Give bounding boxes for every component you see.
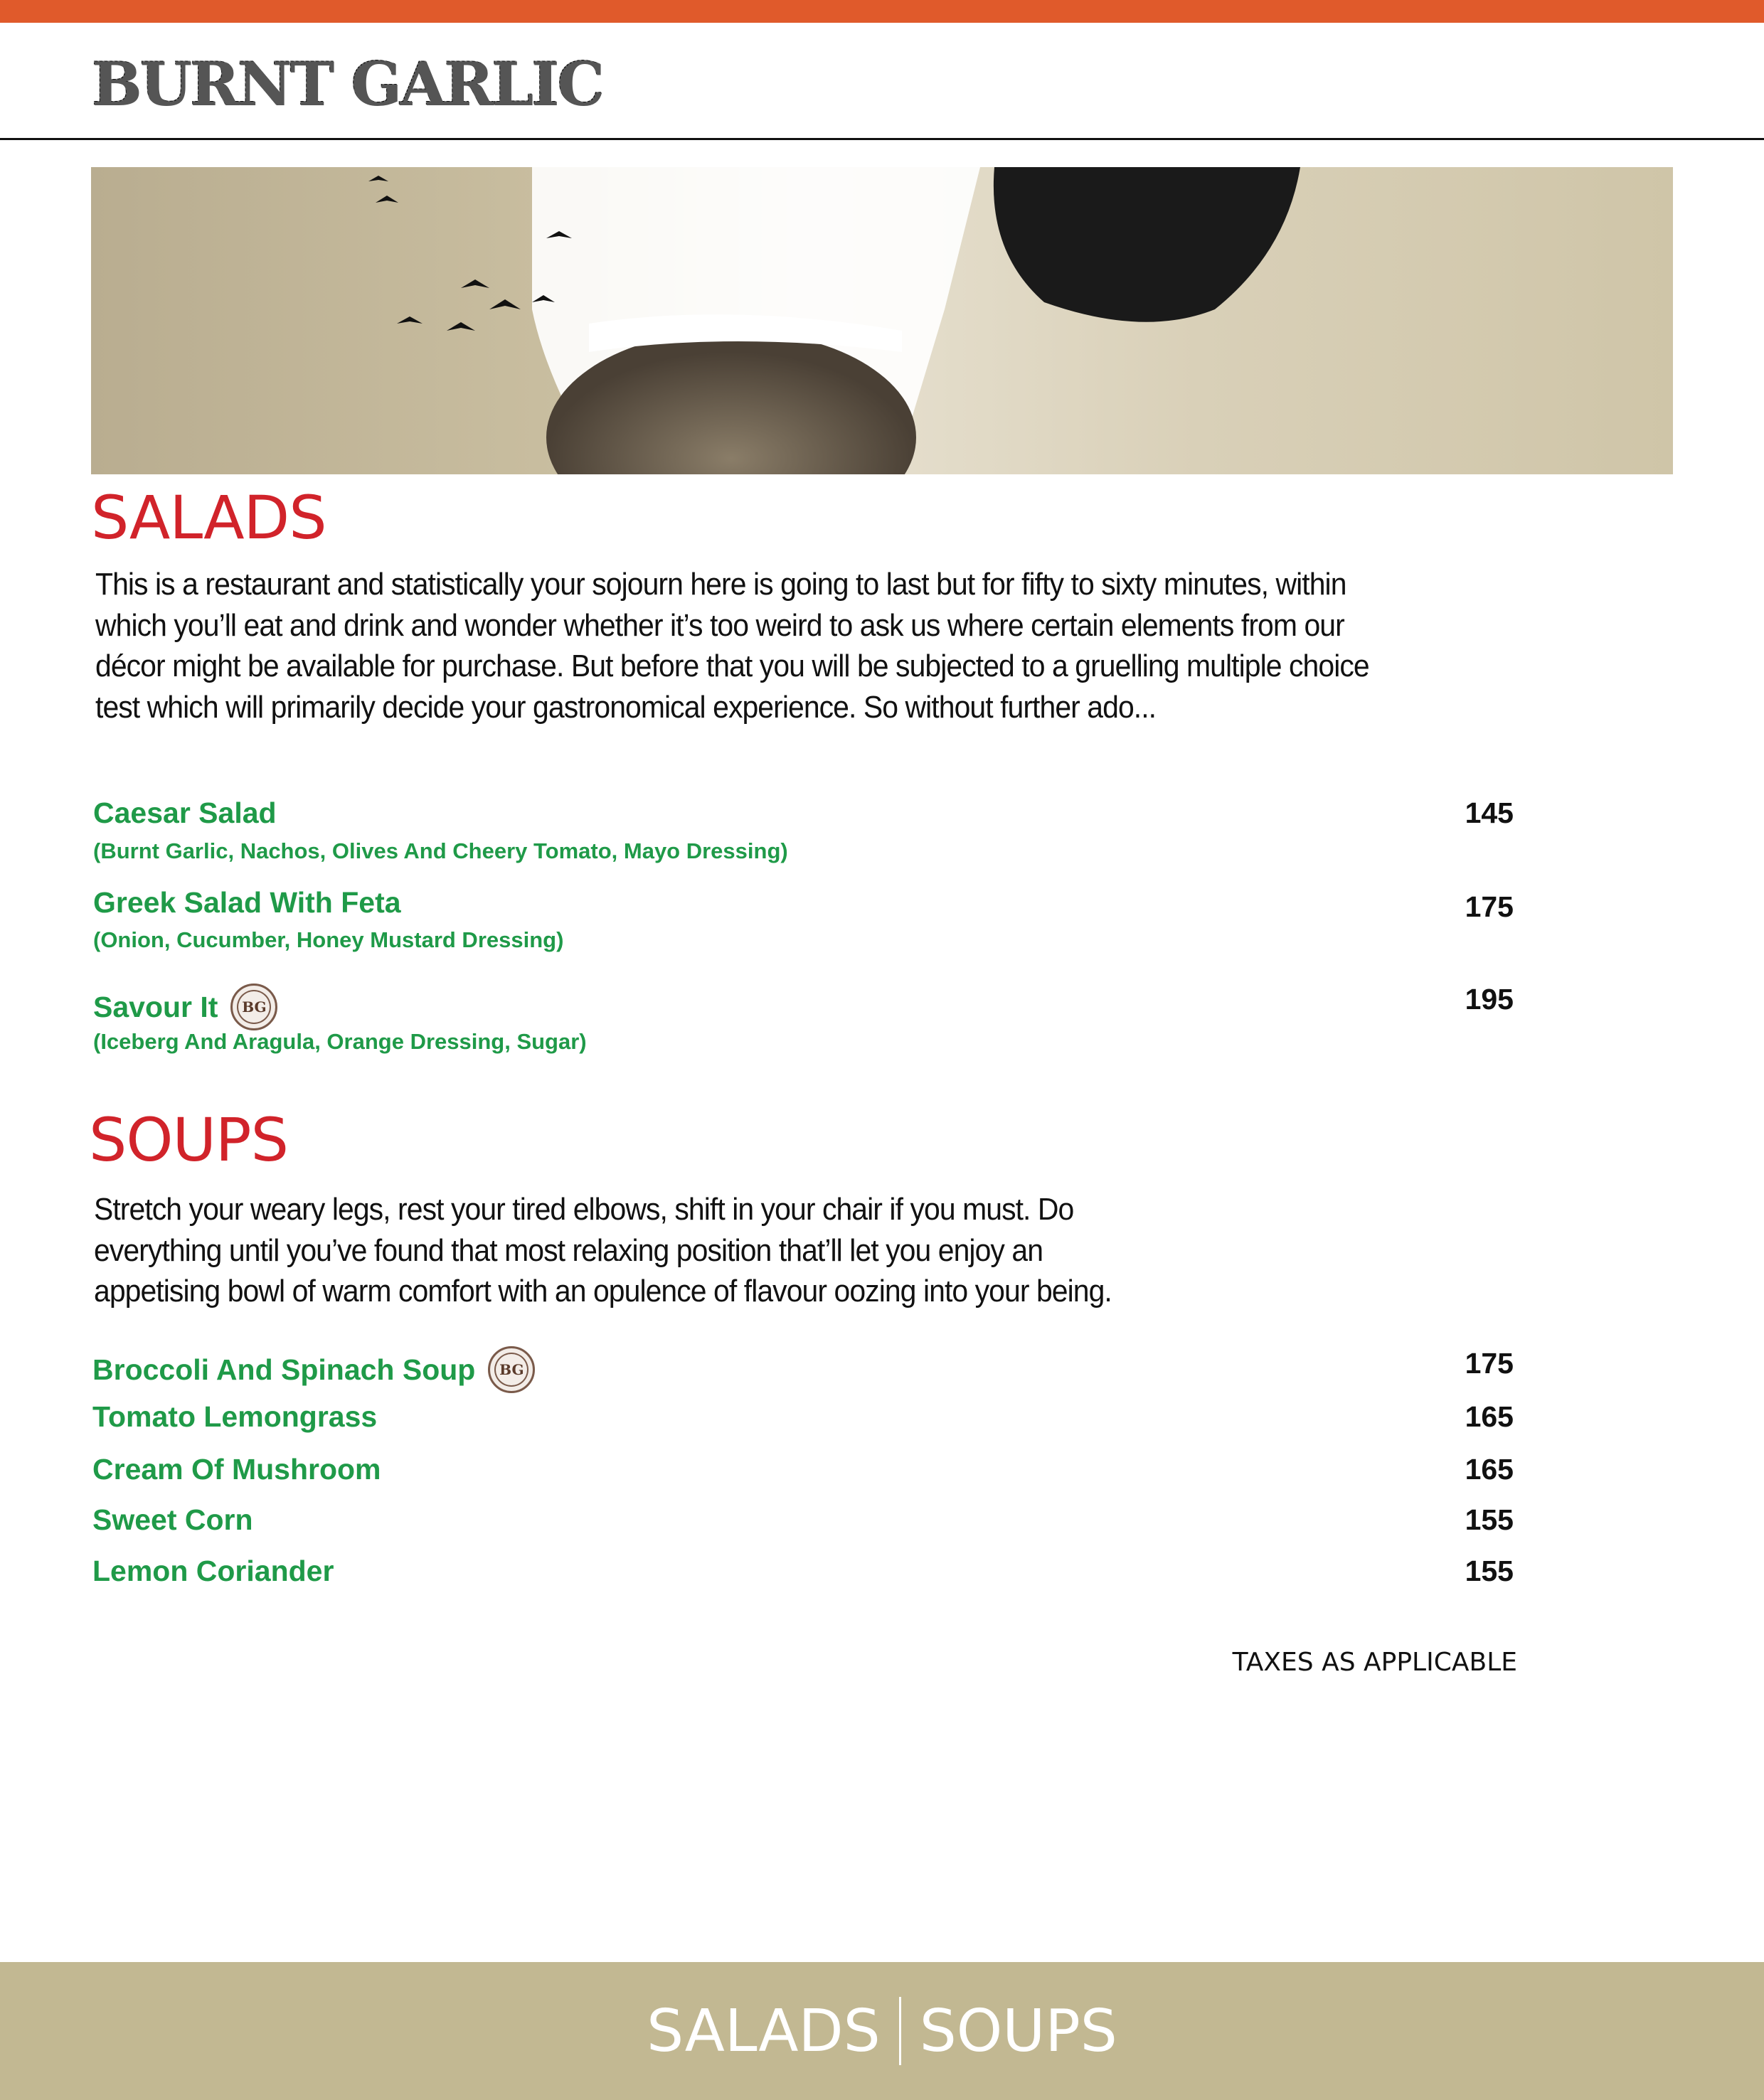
- item-name-text: Caesar Salad: [93, 796, 277, 829]
- menu-item-price: 175: [1465, 1347, 1514, 1380]
- banner-image: [91, 167, 1673, 474]
- menu-item-details: (Iceberg And Aragula, Orange Dressing, Sugar): [93, 1029, 587, 1054]
- menu-item-price: 195: [1465, 983, 1514, 1016]
- item-name-text: Savour It: [93, 991, 218, 1023]
- footer-section-salads: SALADS: [647, 1997, 881, 2065]
- menu-item-details: (Onion, Cucumber, Honey Mustard Dressing): [93, 927, 564, 952]
- footer-section-soups: SOUPS: [919, 1997, 1117, 2065]
- soups-heading: SOUPS: [89, 1105, 288, 1175]
- taxes-note: TAXES AS APPLICABLE: [1232, 1648, 1517, 1677]
- soups-description: Stretch your weary legs, rest your tired elbows, shift in your chair if you must. Do everything until you’ve found that most relaxing position that’ll let you enjoy an appetising bowl of warm comfort with an opulence of flavour oozing into your being.: [94, 1192, 1112, 1308]
- logo: BURNT GARLIC: [91, 48, 602, 119]
- signature-badge-icon: BG: [230, 984, 277, 1030]
- header-divider: [0, 138, 1764, 140]
- footer-divider: [899, 1997, 901, 2065]
- top-accent-bar: [0, 0, 1764, 23]
- menu-item-name: [92, 1346, 535, 1393]
- menu-item-name: Cream Of Mushroom: [92, 1453, 381, 1486]
- item-name-text: Broccoli And Spinach Soup: [92, 1353, 476, 1386]
- salads-heading: SALADS: [91, 483, 326, 553]
- menu-item-name: [93, 885, 401, 920]
- menu-item-details: (Burnt Garlic, Nachos, Olives And Cheery Tomato, Mayo Dressing): [93, 838, 788, 863]
- menu-item-price: 155: [1465, 1503, 1514, 1536]
- menu-item-price: 155: [1465, 1555, 1514, 1587]
- banner-artwork: [91, 167, 1673, 474]
- salads-description: This is a restaurant and statistically your sojourn here is going to last but for fifty to sixty minutes, within which you’ll eat and drink and wonder whether it’s too weird to ask us where certain elements from our décor might be available for purchase. But before that you will be subjected to a gruelling multiple choice test which will primarily decide your gastronomical experience. So without further ado...: [95, 567, 1369, 725]
- menu-item-price: 175: [1465, 890, 1514, 923]
- menu-item-price: 165: [1465, 1453, 1514, 1486]
- footer-band: [0, 1962, 1764, 2100]
- menu-item-price: 145: [1465, 796, 1514, 829]
- signature-badge-icon: BG: [488, 1346, 535, 1393]
- menu-item-name: Tomato Lemongrass: [92, 1400, 378, 1433]
- menu-item-name: [93, 984, 277, 1030]
- item-name-text: Greek Salad With Feta: [93, 886, 401, 919]
- menu-item-name: Sweet Corn: [92, 1503, 253, 1536]
- menu-item-name: [93, 796, 277, 830]
- menu-item-price: 165: [1465, 1400, 1514, 1433]
- menu-item-name: Lemon Coriander: [92, 1555, 334, 1587]
